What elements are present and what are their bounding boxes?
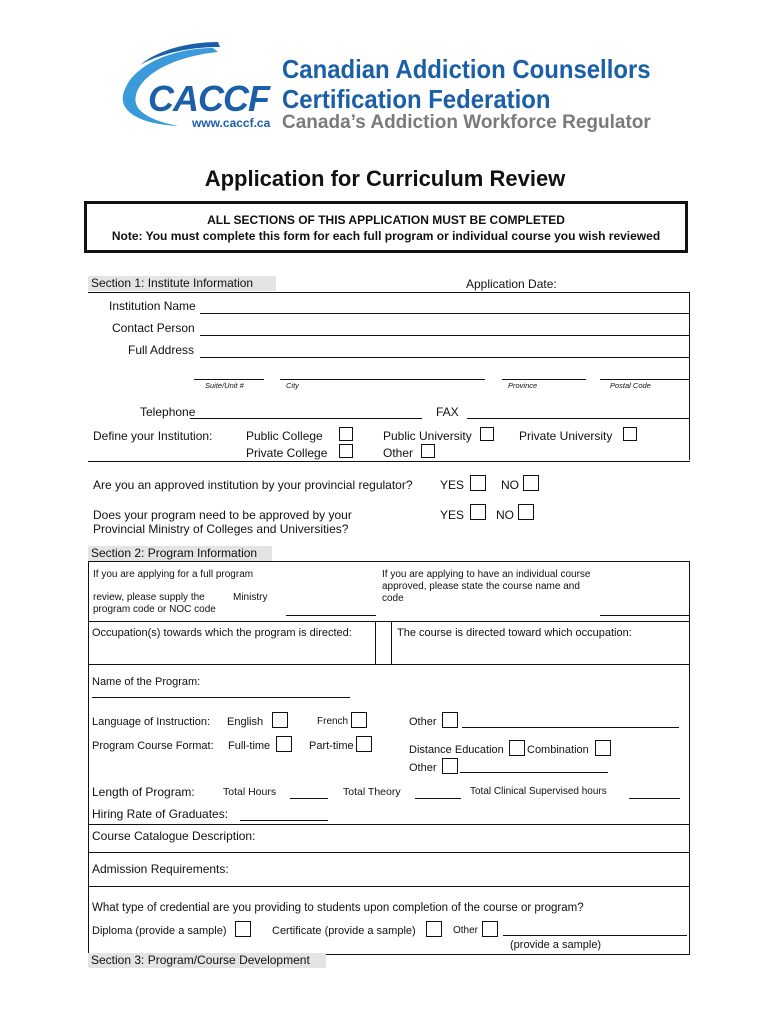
public-college-label: Public College bbox=[246, 429, 323, 443]
define-institution-label: Define your Institution: bbox=[93, 429, 213, 443]
divider bbox=[88, 461, 690, 462]
part-time-label: Part-time bbox=[309, 740, 354, 752]
divider bbox=[375, 621, 376, 664]
course-code-field[interactable] bbox=[600, 615, 689, 616]
hiring-rate-label: Hiring Rate of Graduates: bbox=[92, 807, 229, 821]
program-name-label: Name of the Program: bbox=[92, 676, 201, 688]
city-field[interactable] bbox=[280, 379, 485, 380]
full-program-text1: If you are applying for a full program bbox=[93, 569, 254, 580]
combination-label: Combination bbox=[527, 744, 589, 756]
total-hours-label: Total Hours bbox=[223, 786, 277, 798]
full-time-label: Full-time bbox=[228, 740, 271, 752]
contact-person-field[interactable] bbox=[200, 335, 689, 336]
english-checkbox[interactable] bbox=[272, 712, 288, 728]
ministry-no-checkbox[interactable] bbox=[518, 504, 534, 520]
logo bbox=[118, 40, 278, 135]
public-university-label: Public University bbox=[383, 429, 472, 443]
suite-label: Suite/Unit # bbox=[205, 381, 244, 390]
website[interactable]: www.caccf.ca bbox=[192, 116, 271, 130]
application-date-label: Application Date: bbox=[466, 277, 557, 291]
section3-header: Section 3: Program/Course Development bbox=[88, 953, 326, 968]
tagline: Canada’s Addiction Workforce Regulator bbox=[282, 112, 651, 133]
fax-field[interactable] bbox=[467, 418, 689, 419]
distance-education-label: Distance Education bbox=[409, 744, 504, 756]
divider bbox=[689, 292, 690, 460]
certificate-label: Certificate (provide a sample) bbox=[272, 925, 416, 937]
postal-code-label: Postal Code bbox=[610, 381, 651, 390]
ministry-no-label: NO bbox=[496, 508, 514, 522]
section1-header: Section 1: Institute Information bbox=[88, 276, 276, 291]
total-theory-label: Total Theory bbox=[343, 786, 401, 798]
ministry-label: Ministry bbox=[233, 592, 268, 603]
org-name-line1: Canadian Addiction Counsellors bbox=[282, 54, 651, 84]
suite-field[interactable] bbox=[194, 379, 264, 380]
province-label: Province bbox=[508, 381, 538, 390]
divider bbox=[88, 824, 690, 825]
other-credential-checkbox[interactable] bbox=[482, 921, 498, 937]
diploma-label: Diploma (provide a sample) bbox=[92, 925, 227, 937]
ministry-code-field[interactable] bbox=[286, 615, 376, 616]
hiring-rate-field[interactable] bbox=[240, 820, 328, 821]
course-text2: approved, please state the course name and bbox=[382, 581, 580, 592]
approved-yes-label: YES bbox=[440, 478, 465, 492]
public-college-checkbox[interactable] bbox=[339, 427, 353, 441]
catalogue-label: Course Catalogue Description: bbox=[92, 829, 256, 843]
certificate-checkbox[interactable] bbox=[426, 921, 442, 937]
course-occupation-label: The course is directed toward which occupation: bbox=[397, 627, 632, 639]
ministry-question-line1: Does your program need to be approved by your bbox=[93, 508, 352, 522]
other-credential-label: Other bbox=[453, 925, 479, 936]
divider bbox=[391, 621, 392, 664]
distance-education-checkbox[interactable] bbox=[509, 740, 525, 756]
other-institution-label: Other bbox=[383, 446, 414, 460]
org-name-line2: Certification Federation bbox=[282, 84, 551, 114]
approved-no-label: NO bbox=[501, 478, 519, 492]
combination-checkbox[interactable] bbox=[595, 740, 611, 756]
logo-text: CACCF bbox=[148, 78, 269, 119]
occupations-label: Occupation(s) towards which the program is directed: bbox=[92, 627, 352, 639]
admission-label: Admission Requirements: bbox=[92, 862, 229, 876]
approved-no-checkbox[interactable] bbox=[523, 475, 539, 491]
divider bbox=[88, 886, 690, 887]
diploma-checkbox[interactable] bbox=[235, 921, 251, 937]
other-institution-checkbox[interactable] bbox=[421, 444, 435, 458]
telephone-field[interactable] bbox=[190, 418, 422, 419]
full-address-field[interactable] bbox=[200, 357, 689, 358]
course-text1: If you are applying to have an individual course bbox=[382, 569, 591, 580]
divider bbox=[88, 621, 690, 622]
contact-person-label: Contact Person bbox=[112, 321, 195, 335]
divider bbox=[88, 664, 690, 665]
private-college-checkbox[interactable] bbox=[339, 444, 353, 458]
provide-sample-label: (provide a sample) bbox=[510, 939, 602, 951]
approved-yes-checkbox[interactable] bbox=[470, 475, 486, 491]
private-university-checkbox[interactable] bbox=[623, 427, 637, 441]
full-time-checkbox[interactable] bbox=[276, 736, 292, 752]
other-credential-field[interactable] bbox=[503, 935, 687, 936]
fax-label: FAX bbox=[436, 405, 459, 419]
part-time-checkbox[interactable] bbox=[356, 736, 372, 752]
section2-header: Section 2: Program Information bbox=[88, 546, 272, 561]
total-hours-field[interactable] bbox=[290, 798, 328, 799]
total-theory-field[interactable] bbox=[415, 798, 461, 799]
postal-code-field[interactable] bbox=[600, 379, 689, 380]
notice-line1: ALL SECTIONS OF THIS APPLICATION MUST BE COMPLETED bbox=[207, 213, 565, 227]
divider bbox=[88, 561, 690, 562]
full-program-text2: review, please supply the bbox=[93, 592, 205, 603]
language-label: Language of Instruction: bbox=[92, 716, 211, 728]
english-label: English bbox=[227, 716, 264, 728]
course-text3: code bbox=[382, 593, 404, 604]
full-program-text3: program code or NOC code bbox=[93, 604, 216, 615]
program-name-field[interactable] bbox=[92, 697, 350, 698]
other-format-checkbox[interactable] bbox=[442, 758, 458, 774]
other-language-field[interactable] bbox=[462, 727, 679, 728]
french-label: French bbox=[317, 716, 349, 727]
institution-name-label: Institution Name bbox=[109, 299, 196, 313]
private-university-label: Private University bbox=[519, 429, 613, 443]
telephone-label: Telephone bbox=[140, 405, 196, 419]
other-format-field[interactable] bbox=[460, 772, 608, 773]
total-clinical-label: Total Clinical Supervised hours bbox=[470, 786, 607, 797]
other-language-checkbox[interactable] bbox=[442, 712, 458, 728]
private-college-label: Private College bbox=[246, 446, 328, 460]
approved-question: Are you an approved institution by your provincial regulator? bbox=[93, 478, 413, 492]
french-checkbox[interactable] bbox=[351, 712, 367, 728]
ministry-yes-label: YES bbox=[440, 508, 465, 522]
notice-line2: Note: You must complete this form for each full program or individual course you wish reviewed bbox=[111, 229, 661, 243]
total-clinical-field[interactable] bbox=[629, 798, 680, 799]
full-address-label: Full Address bbox=[128, 343, 195, 357]
province-field[interactable] bbox=[502, 379, 586, 380]
notice-box bbox=[84, 201, 688, 253]
format-label: Program Course Format: bbox=[92, 740, 214, 752]
city-label: City bbox=[286, 381, 299, 390]
credential-question: What type of credential are you providing to students upon completion of the course or program? bbox=[92, 902, 584, 914]
divider bbox=[88, 852, 690, 853]
other-language-label: Other bbox=[409, 716, 437, 728]
length-label: Length of Program: bbox=[92, 785, 195, 799]
other-format-label: Other bbox=[409, 762, 437, 774]
divider bbox=[88, 292, 690, 293]
institution-name-field[interactable] bbox=[200, 313, 689, 314]
ministry-question-line2: Provincial Ministry of Colleges and Universities? bbox=[93, 522, 349, 536]
page-title: Application for Curriculum Review bbox=[204, 166, 566, 191]
public-university-checkbox[interactable] bbox=[480, 427, 494, 441]
ministry-yes-checkbox[interactable] bbox=[470, 504, 486, 520]
